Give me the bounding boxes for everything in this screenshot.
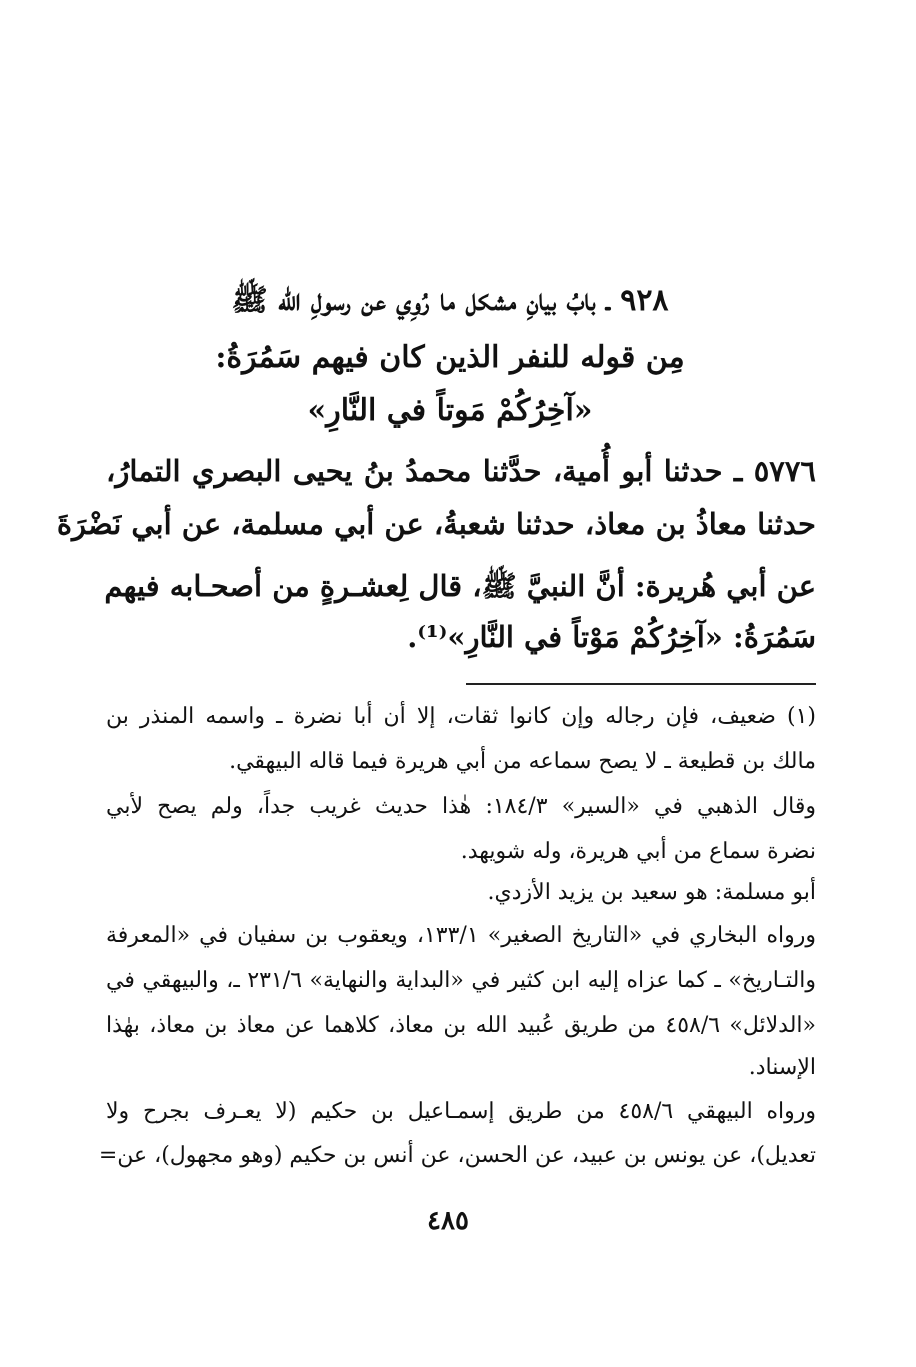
footnote-line: نضرة سماع من أبي هريرة، وله شويهد.: [460, 839, 816, 864]
footnote-line: (١) ضعيف، فإن رجاله وإن كانوا ثقات، إلا أن أبا نضرة ـ واسمه المنذر بن: [106, 704, 816, 729]
hadith-line-4: سَمُرَةُ: «آخِرُكُمْ مَوْتاً في النَّارِ»⁽¹⁾.: [407, 620, 816, 654]
chapter-heading-line-3: «آخِرُكُمْ مَوتاً في النَّارِ»: [307, 393, 593, 428]
footnote-line: «الدلائل» ٤٥٨/٦ من طريق عُبيد الله بن معاذ، كلاهما عن معاذ بن معاذ، بهٰذا: [106, 1013, 816, 1038]
footnote-line: الإسناد.: [748, 1055, 816, 1080]
chapter-heading-line-1: ٩٢٨ ـ بابُ بيانِ مشكل ما رُوِي عن رسولِ الله ﷺ: [231, 283, 669, 318]
footnote-line: والتـاريخ» ـ كما عزاه إليه ابن كثير في «البداية والنهاية» ٢٣١/٦ ـ، والبيهقي في: [106, 968, 817, 993]
footnote-separator: [466, 683, 816, 685]
hadith-line-2: حدثنا معاذُ بن معاذ، حدثنا شعبةُ، عن أبي مسلمة، عن أبي نَضْرَةَ: [56, 507, 816, 541]
footnote-line: تعديل)، عن يونس بن عبيد، عن الحسن، عن أنس بن حكيم (وهو مجهول)، عن=: [98, 1143, 816, 1168]
footnote-line: ورواه البيهقي ٤٥٨/٦ من طريق إسمـاعيل بن حكيم (لا يعـرف بجرح ولا: [106, 1099, 816, 1124]
page-number: ٤٨٥: [427, 1206, 469, 1236]
footnote-line: أبو مسلمة: هو سعيد بن يزيد الأزدي.: [487, 880, 816, 905]
chapter-heading-line-2: مِن قوله للنفر الذين كان فيهم سَمُرَةُ:: [215, 340, 685, 375]
footnote-line: مالك بن قطيعة ـ لا يصح سماعه من أبي هريرة فيما قاله البيهقي.: [229, 749, 816, 774]
footnote-line: ورواه البخاري في «التاريخ الصغير» ١٣٣/١، ويعقوب بن سفيان في «المعرفة: [106, 923, 816, 948]
hadith-line-1: ٥٧٧٦ ـ حدثنا أبو أُمية، حدَّثنا محمدُ بنُ يحيى البصري التمارُ،: [106, 454, 816, 488]
footnote-line: وقال الذهبي في «السير» ١٨٤/٣: هٰذا حديث غريب جداً، ولم يصح لأبي: [106, 794, 816, 819]
hadith-line-3: عن أبي هُريرة: أنَّ النبيَّ ﷺ، قال لِعشـرةٍ من أصحـابه فيهم: [104, 569, 816, 603]
